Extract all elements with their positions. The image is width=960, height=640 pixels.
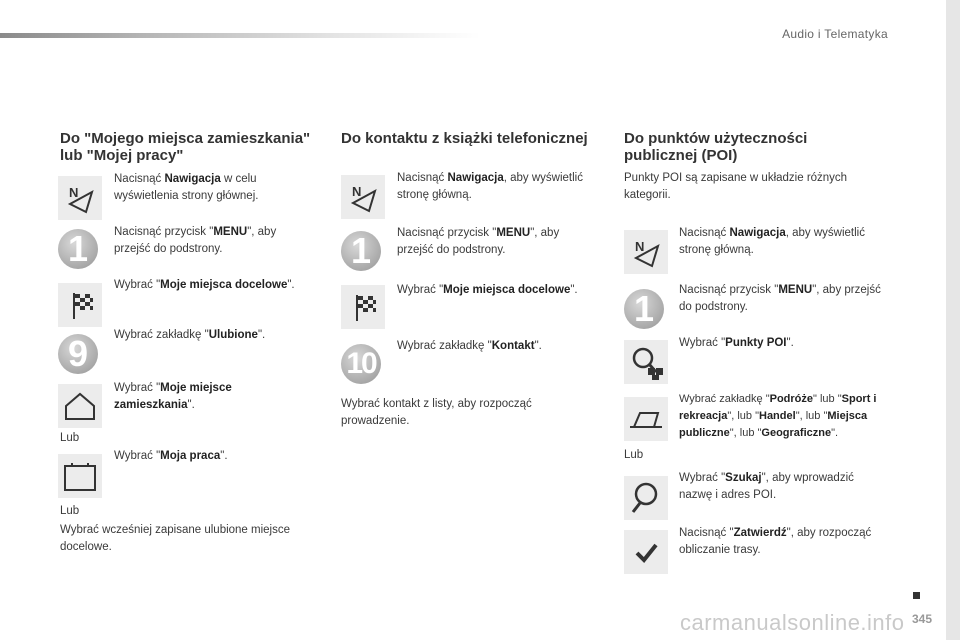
step-badge: 1 xyxy=(339,229,383,273)
or-label: Lub xyxy=(60,432,80,444)
svg-text:N: N xyxy=(635,239,645,254)
step-text: Wybrać "Moje miejsca docelowe". xyxy=(397,284,578,296)
step-text: Wybrać "Moje miejsca docelowe". xyxy=(114,279,295,291)
or-label: Lub xyxy=(60,505,80,517)
step-text: Nacisnąć "Zatwierdź", aby rozpocząć obliczanie trasy. xyxy=(679,527,872,556)
page-header-title: Audio i Telematyka xyxy=(782,27,888,41)
navigation-icon xyxy=(58,176,102,220)
step-text: Wybrać "Szukaj", aby wprowadzić nazwę i adres POI. xyxy=(679,472,854,501)
checkered-flag-icon xyxy=(58,283,102,327)
step-badge: 1 xyxy=(56,227,100,271)
section-home-work xyxy=(60,130,320,164)
section-title: Do kontaktu z książki telefonicznej xyxy=(341,130,588,147)
briefcase-icon xyxy=(58,454,102,498)
header-gradient-bar xyxy=(0,33,480,38)
step-badge: 1 xyxy=(622,287,666,331)
step-text: Nacisnąć przycisk "MENU", aby przejść do podstrony. xyxy=(114,226,277,255)
svg-text:N: N xyxy=(352,184,362,199)
section-title: Do punktów użyteczności publicznej (POI) xyxy=(624,130,808,164)
search-icon xyxy=(624,476,668,520)
home-icon xyxy=(58,384,102,428)
page-marker xyxy=(913,592,920,599)
svg-text:N: N xyxy=(69,185,79,200)
navigation-icon xyxy=(341,175,385,219)
step-text: Nacisnąć Nawigacja, aby wyświetlić stronę główną. xyxy=(679,227,865,256)
step-text: Wybrać zakładkę "Kontakt". xyxy=(397,340,542,352)
step-text: Wybrać wcześniej zapisane ulubione miejsce docelowe. xyxy=(60,524,291,553)
step-text: Wybrać zakładkę "Ulubione". xyxy=(114,329,266,341)
step-text: Wybrać zakładkę "Podróże" lub "Sport i rekreacja", lub "Handel", lub "Miejsca publiczne", lub "Geograficzne". xyxy=(679,393,877,439)
step-text: Wybrać "Moja praca". xyxy=(114,450,228,462)
checkmark-icon xyxy=(624,530,668,574)
section-phonebook-contact xyxy=(341,130,601,147)
intro-text: Punkty POI są zapisane w układzie różnych kategorii. xyxy=(624,172,848,201)
step-text: Nacisnąć Nawigacja, aby wyświetlić stronę główną. xyxy=(397,172,583,201)
poi-search-icon xyxy=(624,340,668,384)
step-text: Nacisnąć przycisk "MENU", aby przejść do podstrony. xyxy=(679,284,881,313)
tab-icon xyxy=(624,397,668,441)
section-title: Do "Mojego miejsca zamieszkania" lub "Mojej pracy" xyxy=(60,130,311,164)
step-text: Wybrać "Moje miejsce zamieszkania". xyxy=(114,382,232,411)
step-text: Wybrać kontakt z listy, aby rozpocząć prowadzenie. xyxy=(341,398,532,427)
watermark: carmanualsonline.info xyxy=(680,610,905,635)
step-text: Wybrać "Punkty POI". xyxy=(679,337,794,349)
step-badge: 9 xyxy=(56,332,100,376)
step-badge: 10 xyxy=(339,342,383,386)
step-text: Nacisnąć Nawigacja w celu wyświetlenia strony głównej. xyxy=(114,173,259,202)
checkered-flag-icon xyxy=(341,285,385,329)
step-text: Nacisnąć przycisk "MENU", aby przejść do podstrony. xyxy=(397,227,560,256)
page-number: 345 xyxy=(912,612,933,626)
right-margin-strip xyxy=(946,0,960,640)
or-label: Lub xyxy=(624,449,644,461)
navigation-icon xyxy=(624,230,668,274)
section-poi xyxy=(624,130,884,164)
